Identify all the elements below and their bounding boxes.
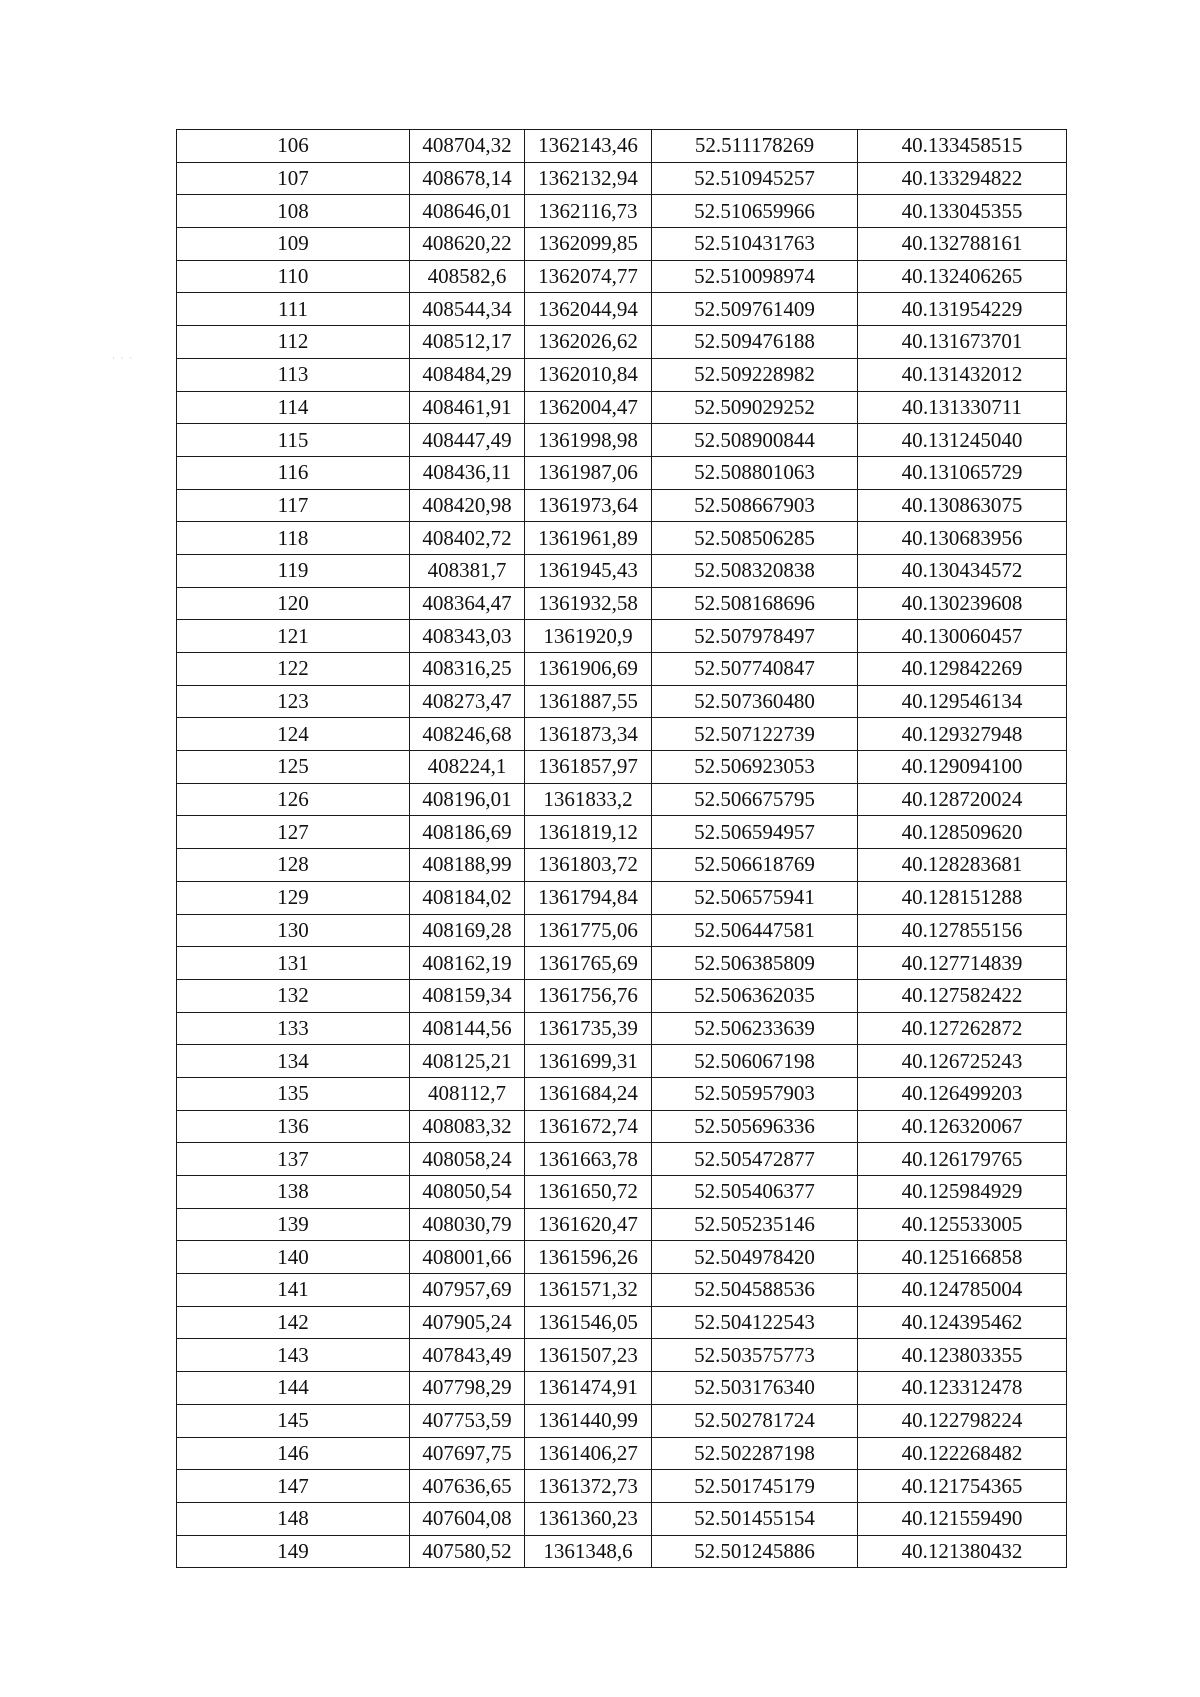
y-coordinate-cell: 1361663,78 [525,1143,652,1176]
table-row [177,620,1067,653]
y-coordinate-cell: 1361973,64 [525,489,652,522]
longitude-cell: 40.122798224 [858,1404,1067,1437]
latitude-cell: 52.502287198 [652,1437,858,1470]
point-number-cell: 132 [177,979,410,1012]
point-number-cell: 128 [177,849,410,882]
point-number-cell: 112 [177,326,410,359]
y-coordinate-cell: 1361406,27 [525,1437,652,1470]
table-row [177,1176,1067,1209]
point-number-cell: 133 [177,1012,410,1045]
point-number-cell: 129 [177,881,410,914]
point-number-cell: 134 [177,1045,410,1078]
y-coordinate-cell: 1361699,31 [525,1045,652,1078]
x-coordinate-cell: 407843,49 [410,1339,525,1372]
x-coordinate-cell: 408246,68 [410,718,525,751]
y-coordinate-cell: 1361803,72 [525,849,652,882]
table-row [177,162,1067,195]
longitude-cell: 40.125984929 [858,1176,1067,1209]
point-number-cell: 115 [177,424,410,457]
table-row [177,1470,1067,1503]
longitude-cell: 40.127582422 [858,979,1067,1012]
table-row [177,947,1067,980]
longitude-cell: 40.130863075 [858,489,1067,522]
table-row [177,1535,1067,1568]
x-coordinate-cell: 408058,24 [410,1143,525,1176]
table-row [177,1012,1067,1045]
y-coordinate-cell: 1361920,9 [525,620,652,653]
point-number-cell: 114 [177,391,410,424]
longitude-cell: 40.131245040 [858,424,1067,457]
point-number-cell: 125 [177,751,410,784]
table-row [177,456,1067,489]
x-coordinate-cell: 408316,25 [410,653,525,686]
x-coordinate-cell: 408001,66 [410,1241,525,1274]
latitude-cell: 52.505406377 [652,1176,858,1209]
latitude-cell: 52.510659966 [652,195,858,228]
latitude-cell: 52.502781724 [652,1404,858,1437]
y-coordinate-cell: 1361684,24 [525,1077,652,1110]
table-row [177,424,1067,457]
table-row [177,1274,1067,1307]
x-coordinate-cell: 408420,98 [410,489,525,522]
longitude-cell: 40.130434572 [858,554,1067,587]
latitude-cell: 52.506067198 [652,1045,858,1078]
table-row [177,391,1067,424]
longitude-cell: 40.133458515 [858,130,1067,163]
y-coordinate-cell: 1361794,84 [525,881,652,914]
longitude-cell: 40.127262872 [858,1012,1067,1045]
latitude-cell: 52.506447581 [652,914,858,947]
longitude-cell: 40.132788161 [858,228,1067,261]
table-row [177,1143,1067,1176]
longitude-cell: 40.129327948 [858,718,1067,751]
table-row [177,326,1067,359]
x-coordinate-cell: 408582,6 [410,260,525,293]
latitude-cell: 52.509228982 [652,358,858,391]
x-coordinate-cell: 407697,75 [410,1437,525,1470]
point-number-cell: 118 [177,522,410,555]
point-number-cell: 120 [177,587,410,620]
latitude-cell: 52.506233639 [652,1012,858,1045]
latitude-cell: 52.510431763 [652,228,858,261]
longitude-cell: 40.121559490 [858,1502,1067,1535]
latitude-cell: 52.507360480 [652,685,858,718]
longitude-cell: 40.127855156 [858,914,1067,947]
point-number-cell: 127 [177,816,410,849]
latitude-cell: 52.504588536 [652,1274,858,1307]
y-coordinate-cell: 1361571,32 [525,1274,652,1307]
table-row [177,979,1067,1012]
x-coordinate-cell: 408144,56 [410,1012,525,1045]
longitude-cell: 40.131330711 [858,391,1067,424]
table-row [177,718,1067,751]
y-coordinate-cell: 1361961,89 [525,522,652,555]
point-number-cell: 135 [177,1077,410,1110]
scan-artifact: · · · [112,354,134,363]
longitude-cell: 40.125533005 [858,1208,1067,1241]
latitude-cell: 52.510098974 [652,260,858,293]
table-row [177,816,1067,849]
longitude-cell: 40.130239608 [858,587,1067,620]
table-row [177,1306,1067,1339]
latitude-cell: 52.507740847 [652,653,858,686]
y-coordinate-cell: 1361596,26 [525,1241,652,1274]
latitude-cell: 52.506923053 [652,751,858,784]
x-coordinate-cell: 407753,59 [410,1404,525,1437]
latitude-cell: 52.506362035 [652,979,858,1012]
longitude-cell: 40.127714839 [858,947,1067,980]
y-coordinate-cell: 1361987,06 [525,456,652,489]
table-row [177,522,1067,555]
x-coordinate-cell: 408678,14 [410,162,525,195]
latitude-cell: 52.501245886 [652,1535,858,1568]
y-coordinate-cell: 1361440,99 [525,1404,652,1437]
point-number-cell: 138 [177,1176,410,1209]
x-coordinate-cell: 407905,24 [410,1306,525,1339]
latitude-cell: 52.507978497 [652,620,858,653]
latitude-cell: 52.503575773 [652,1339,858,1372]
point-number-cell: 147 [177,1470,410,1503]
y-coordinate-cell: 1362132,94 [525,162,652,195]
table-row [177,1241,1067,1274]
longitude-cell: 40.131432012 [858,358,1067,391]
point-number-cell: 117 [177,489,410,522]
x-coordinate-cell: 408646,01 [410,195,525,228]
y-coordinate-cell: 1361998,98 [525,424,652,457]
latitude-cell: 52.509761409 [652,293,858,326]
y-coordinate-cell: 1361360,23 [525,1502,652,1535]
y-coordinate-cell: 1361650,72 [525,1176,652,1209]
longitude-cell: 40.126725243 [858,1045,1067,1078]
point-number-cell: 149 [177,1535,410,1568]
table-row [177,1208,1067,1241]
x-coordinate-cell: 408125,21 [410,1045,525,1078]
latitude-cell: 52.506385809 [652,947,858,980]
longitude-cell: 40.126499203 [858,1077,1067,1110]
table-row [177,293,1067,326]
point-number-cell: 142 [177,1306,410,1339]
y-coordinate-cell: 1362010,84 [525,358,652,391]
x-coordinate-cell: 408364,47 [410,587,525,620]
y-coordinate-cell: 1361833,2 [525,783,652,816]
x-coordinate-cell: 408159,34 [410,979,525,1012]
latitude-cell: 52.508801063 [652,456,858,489]
point-number-cell: 148 [177,1502,410,1535]
longitude-cell: 40.128283681 [858,849,1067,882]
longitude-cell: 40.129546134 [858,685,1067,718]
x-coordinate-cell: 408436,11 [410,456,525,489]
point-number-cell: 113 [177,358,410,391]
y-coordinate-cell: 1361546,05 [525,1306,652,1339]
table-row [177,685,1067,718]
table-row [177,554,1067,587]
x-coordinate-cell: 408461,91 [410,391,525,424]
table-row [177,1404,1067,1437]
latitude-cell: 52.501455154 [652,1502,858,1535]
table-row [177,195,1067,228]
x-coordinate-cell: 407580,52 [410,1535,525,1568]
point-number-cell: 122 [177,653,410,686]
point-number-cell: 123 [177,685,410,718]
x-coordinate-cell: 408196,01 [410,783,525,816]
latitude-cell: 52.509029252 [652,391,858,424]
y-coordinate-cell: 1362004,47 [525,391,652,424]
y-coordinate-cell: 1361348,6 [525,1535,652,1568]
point-number-cell: 124 [177,718,410,751]
table-row [177,1437,1067,1470]
x-coordinate-cell: 408620,22 [410,228,525,261]
y-coordinate-cell: 1361765,69 [525,947,652,980]
x-coordinate-cell: 407636,65 [410,1470,525,1503]
longitude-cell: 40.126179765 [858,1143,1067,1176]
x-coordinate-cell: 408704,32 [410,130,525,163]
latitude-cell: 52.511178269 [652,130,858,163]
coordinates-table [176,129,1067,1568]
table-row [177,587,1067,620]
x-coordinate-cell: 408343,03 [410,620,525,653]
latitude-cell: 52.508667903 [652,489,858,522]
table-row [177,1339,1067,1372]
point-number-cell: 144 [177,1372,410,1405]
point-number-cell: 146 [177,1437,410,1470]
latitude-cell: 52.506575941 [652,881,858,914]
point-number-cell: 110 [177,260,410,293]
latitude-cell: 52.508900844 [652,424,858,457]
longitude-cell: 40.122268482 [858,1437,1067,1470]
point-number-cell: 121 [177,620,410,653]
table-row [177,653,1067,686]
point-number-cell: 130 [177,914,410,947]
longitude-cell: 40.133045355 [858,195,1067,228]
y-coordinate-cell: 1362044,94 [525,293,652,326]
y-coordinate-cell: 1361819,12 [525,816,652,849]
y-coordinate-cell: 1361932,58 [525,587,652,620]
point-number-cell: 106 [177,130,410,163]
x-coordinate-cell: 407957,69 [410,1274,525,1307]
latitude-cell: 52.505696336 [652,1110,858,1143]
x-coordinate-cell: 408188,99 [410,849,525,882]
longitude-cell: 40.124395462 [858,1306,1067,1339]
table-row [177,228,1067,261]
latitude-cell: 52.508168696 [652,587,858,620]
table-row [177,1502,1067,1535]
x-coordinate-cell: 408050,54 [410,1176,525,1209]
x-coordinate-cell: 408484,29 [410,358,525,391]
latitude-cell: 52.505957903 [652,1077,858,1110]
longitude-cell: 40.128151288 [858,881,1067,914]
point-number-cell: 111 [177,293,410,326]
x-coordinate-cell: 408162,19 [410,947,525,980]
longitude-cell: 40.133294822 [858,162,1067,195]
y-coordinate-cell: 1361620,47 [525,1208,652,1241]
latitude-cell: 52.506675795 [652,783,858,816]
latitude-cell: 52.508320838 [652,554,858,587]
table-row [177,1110,1067,1143]
table-row [177,881,1067,914]
longitude-cell: 40.128509620 [858,816,1067,849]
longitude-cell: 40.123803355 [858,1339,1067,1372]
table-row [177,849,1067,882]
x-coordinate-cell: 408112,7 [410,1077,525,1110]
table-row [177,783,1067,816]
longitude-cell: 40.130060457 [858,620,1067,653]
y-coordinate-cell: 1361775,06 [525,914,652,947]
longitude-cell: 40.123312478 [858,1372,1067,1405]
latitude-cell: 52.506618769 [652,849,858,882]
y-coordinate-cell: 1362143,46 [525,130,652,163]
longitude-cell: 40.129842269 [858,653,1067,686]
point-number-cell: 126 [177,783,410,816]
point-number-cell: 119 [177,554,410,587]
longitude-cell: 40.132406265 [858,260,1067,293]
table-row [177,914,1067,947]
longitude-cell: 40.131673701 [858,326,1067,359]
y-coordinate-cell: 1362116,73 [525,195,652,228]
latitude-cell: 52.510945257 [652,162,858,195]
point-number-cell: 108 [177,195,410,228]
x-coordinate-cell: 408512,17 [410,326,525,359]
latitude-cell: 52.506594957 [652,816,858,849]
point-number-cell: 137 [177,1143,410,1176]
y-coordinate-cell: 1361857,97 [525,751,652,784]
y-coordinate-cell: 1362074,77 [525,260,652,293]
x-coordinate-cell: 408381,7 [410,554,525,587]
latitude-cell: 52.505235146 [652,1208,858,1241]
table-row [177,1077,1067,1110]
x-coordinate-cell: 408224,1 [410,751,525,784]
y-coordinate-cell: 1361672,74 [525,1110,652,1143]
table-row [177,489,1067,522]
longitude-cell: 40.130683956 [858,522,1067,555]
point-number-cell: 139 [177,1208,410,1241]
point-number-cell: 109 [177,228,410,261]
x-coordinate-cell: 408083,32 [410,1110,525,1143]
longitude-cell: 40.126320067 [858,1110,1067,1143]
latitude-cell: 52.503176340 [652,1372,858,1405]
x-coordinate-cell: 408402,72 [410,522,525,555]
latitude-cell: 52.501745179 [652,1470,858,1503]
y-coordinate-cell: 1361474,91 [525,1372,652,1405]
x-coordinate-cell: 408273,47 [410,685,525,718]
latitude-cell: 52.504122543 [652,1306,858,1339]
point-number-cell: 140 [177,1241,410,1274]
y-coordinate-cell: 1361945,43 [525,554,652,587]
x-coordinate-cell: 408184,02 [410,881,525,914]
longitude-cell: 40.124785004 [858,1274,1067,1307]
y-coordinate-cell: 1361735,39 [525,1012,652,1045]
y-coordinate-cell: 1362099,85 [525,228,652,261]
latitude-cell: 52.505472877 [652,1143,858,1176]
point-number-cell: 136 [177,1110,410,1143]
coordinates-table-body [177,130,1067,1568]
longitude-cell: 40.121380432 [858,1535,1067,1568]
table-row [177,1045,1067,1078]
table-row [177,260,1067,293]
x-coordinate-cell: 408447,49 [410,424,525,457]
y-coordinate-cell: 1361887,55 [525,685,652,718]
point-number-cell: 107 [177,162,410,195]
y-coordinate-cell: 1361756,76 [525,979,652,1012]
point-number-cell: 116 [177,456,410,489]
longitude-cell: 40.131954229 [858,293,1067,326]
y-coordinate-cell: 1361873,34 [525,718,652,751]
longitude-cell: 40.125166858 [858,1241,1067,1274]
longitude-cell: 40.121754365 [858,1470,1067,1503]
y-coordinate-cell: 1362026,62 [525,326,652,359]
table-row [177,130,1067,163]
latitude-cell: 52.504978420 [652,1241,858,1274]
x-coordinate-cell: 408169,28 [410,914,525,947]
x-coordinate-cell: 407798,29 [410,1372,525,1405]
longitude-cell: 40.129094100 [858,751,1067,784]
table-row [177,1372,1067,1405]
y-coordinate-cell: 1361372,73 [525,1470,652,1503]
point-number-cell: 131 [177,947,410,980]
latitude-cell: 52.508506285 [652,522,858,555]
latitude-cell: 52.507122739 [652,718,858,751]
y-coordinate-cell: 1361507,23 [525,1339,652,1372]
table-row [177,751,1067,784]
point-number-cell: 145 [177,1404,410,1437]
longitude-cell: 40.131065729 [858,456,1067,489]
point-number-cell: 141 [177,1274,410,1307]
x-coordinate-cell: 408030,79 [410,1208,525,1241]
x-coordinate-cell: 408186,69 [410,816,525,849]
table-row [177,358,1067,391]
y-coordinate-cell: 1361906,69 [525,653,652,686]
longitude-cell: 40.128720024 [858,783,1067,816]
point-number-cell: 143 [177,1339,410,1372]
x-coordinate-cell: 407604,08 [410,1502,525,1535]
latitude-cell: 52.509476188 [652,326,858,359]
x-coordinate-cell: 408544,34 [410,293,525,326]
